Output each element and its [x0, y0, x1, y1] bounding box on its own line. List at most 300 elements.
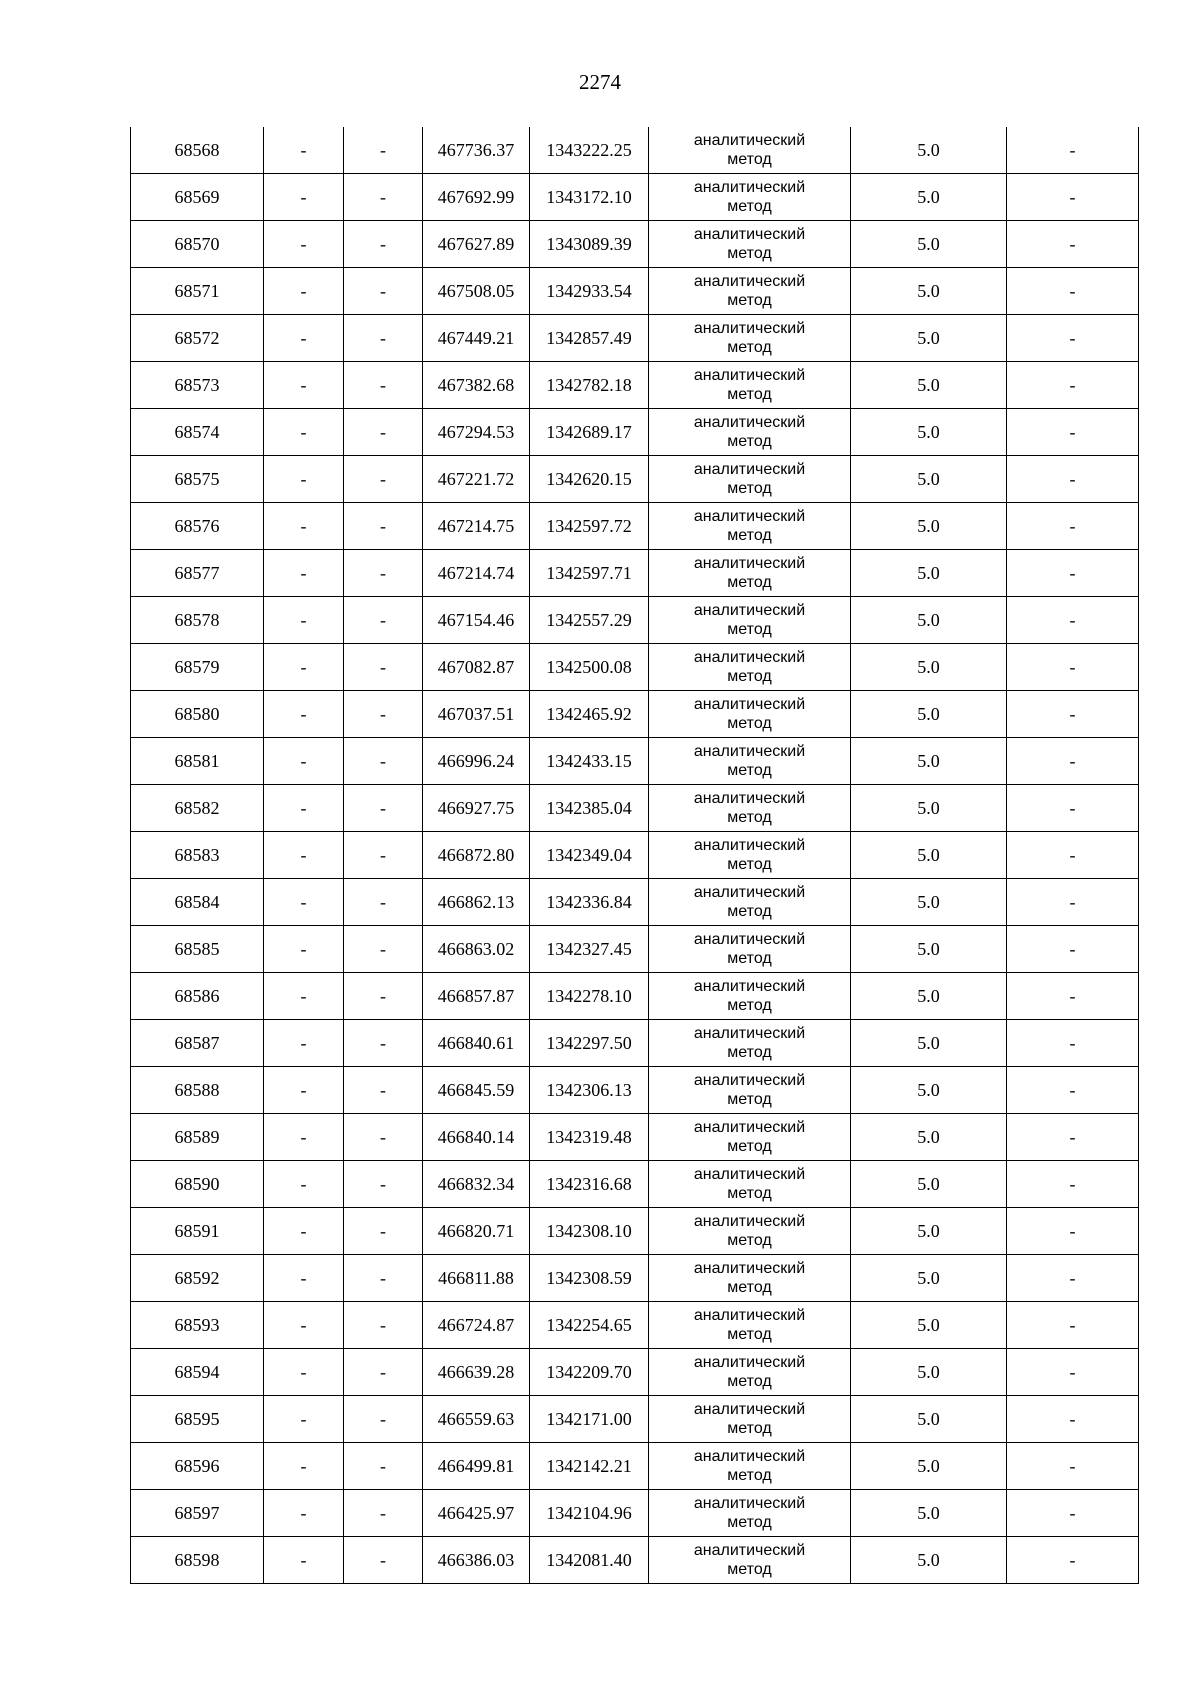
point-number-cell: 68568 — [131, 127, 264, 174]
method-cell — [649, 315, 851, 362]
empty-value-cell: - — [344, 832, 423, 879]
empty-value-cell: - — [344, 926, 423, 973]
table-row — [131, 1349, 1139, 1396]
x-coordinate-cell: 467449.21 — [423, 315, 530, 362]
coordinates-table — [130, 127, 1139, 1584]
method-line-2: метод — [727, 1420, 772, 1437]
table-row — [131, 1114, 1139, 1161]
method-cell — [649, 1114, 851, 1161]
empty-value-cell: - — [264, 409, 344, 456]
accuracy-cell: 5.0 — [851, 926, 1007, 973]
empty-value-cell: - — [264, 926, 344, 973]
method-line-2: метод — [727, 1044, 772, 1061]
method-line-1: аналитический — [693, 1495, 806, 1512]
x-coordinate-cell: 467154.46 — [423, 597, 530, 644]
empty-value-cell: - — [264, 644, 344, 691]
accuracy-cell: 5.0 — [851, 268, 1007, 315]
table-row — [131, 456, 1139, 503]
y-coordinate-cell: 1342336.84 — [530, 879, 649, 926]
x-coordinate-cell: 467221.72 — [423, 456, 530, 503]
method-line-2: метод — [727, 762, 772, 779]
x-coordinate-cell: 467294.53 — [423, 409, 530, 456]
method-line-1: аналитический — [693, 179, 806, 196]
note-cell: - — [1007, 1255, 1139, 1302]
table-row — [131, 1020, 1139, 1067]
method-line-2: метод — [727, 1232, 772, 1249]
y-coordinate-cell: 1342319.48 — [530, 1114, 649, 1161]
method-cell — [649, 973, 851, 1020]
accuracy-cell: 5.0 — [851, 691, 1007, 738]
y-coordinate-cell: 1342933.54 — [530, 268, 649, 315]
y-coordinate-cell: 1342308.10 — [530, 1208, 649, 1255]
empty-value-cell: - — [264, 174, 344, 221]
note-cell: - — [1007, 738, 1139, 785]
empty-value-cell: - — [344, 1396, 423, 1443]
method-cell — [649, 174, 851, 221]
method-cell — [649, 785, 851, 832]
table-row — [131, 503, 1139, 550]
empty-value-cell: - — [264, 1208, 344, 1255]
method-line-2: метод — [727, 527, 772, 544]
empty-value-cell: - — [264, 597, 344, 644]
empty-value-cell: - — [264, 1537, 344, 1584]
accuracy-cell: 5.0 — [851, 221, 1007, 268]
y-coordinate-cell: 1342171.00 — [530, 1396, 649, 1443]
y-coordinate-cell: 1342081.40 — [530, 1537, 649, 1584]
method-line-2: метод — [727, 1561, 772, 1578]
point-number-cell: 68570 — [131, 221, 264, 268]
x-coordinate-cell: 466872.80 — [423, 832, 530, 879]
point-number-cell: 68598 — [131, 1537, 264, 1584]
method-line-1: аналитический — [693, 1025, 806, 1042]
note-cell: - — [1007, 879, 1139, 926]
empty-value-cell: - — [264, 315, 344, 362]
point-number-cell: 68594 — [131, 1349, 264, 1396]
method-cell — [649, 503, 851, 550]
x-coordinate-cell: 466386.03 — [423, 1537, 530, 1584]
point-number-cell: 68571 — [131, 268, 264, 315]
method-line-2: метод — [727, 1373, 772, 1390]
method-line-2: метод — [727, 245, 772, 262]
method-line-1: аналитический — [693, 1119, 806, 1136]
table-row — [131, 315, 1139, 362]
y-coordinate-cell: 1342349.04 — [530, 832, 649, 879]
x-coordinate-cell: 466857.87 — [423, 973, 530, 1020]
method-cell — [649, 1255, 851, 1302]
table-row — [131, 973, 1139, 1020]
method-line-2: метод — [727, 1326, 772, 1343]
note-cell: - — [1007, 785, 1139, 832]
x-coordinate-cell: 466927.75 — [423, 785, 530, 832]
note-cell: - — [1007, 926, 1139, 973]
point-number-cell: 68587 — [131, 1020, 264, 1067]
y-coordinate-cell: 1342597.71 — [530, 550, 649, 597]
table-row — [131, 597, 1139, 644]
x-coordinate-cell: 467214.74 — [423, 550, 530, 597]
method-line-2: метод — [727, 1091, 772, 1108]
accuracy-cell: 5.0 — [851, 879, 1007, 926]
x-coordinate-cell: 466845.59 — [423, 1067, 530, 1114]
method-cell — [649, 644, 851, 691]
method-line-1: аналитический — [693, 226, 806, 243]
y-coordinate-cell: 1342782.18 — [530, 362, 649, 409]
method-line-1: аналитический — [693, 132, 806, 149]
point-number-cell: 68581 — [131, 738, 264, 785]
method-cell — [649, 832, 851, 879]
accuracy-cell: 5.0 — [851, 1020, 1007, 1067]
method-cell — [649, 221, 851, 268]
point-number-cell: 68573 — [131, 362, 264, 409]
method-cell — [649, 1161, 851, 1208]
point-number-cell: 68585 — [131, 926, 264, 973]
method-line-1: аналитический — [693, 461, 806, 478]
note-cell: - — [1007, 1537, 1139, 1584]
point-number-cell: 68579 — [131, 644, 264, 691]
empty-value-cell: - — [264, 456, 344, 503]
method-line-1: аналитический — [693, 837, 806, 854]
method-cell — [649, 1537, 851, 1584]
empty-value-cell: - — [264, 1490, 344, 1537]
method-line-2: метод — [727, 997, 772, 1014]
empty-value-cell: - — [264, 1114, 344, 1161]
method-line-1: аналитический — [693, 1448, 806, 1465]
table-row — [131, 1396, 1139, 1443]
accuracy-cell: 5.0 — [851, 785, 1007, 832]
empty-value-cell: - — [264, 832, 344, 879]
empty-value-cell: - — [344, 973, 423, 1020]
y-coordinate-cell: 1342597.72 — [530, 503, 649, 550]
accuracy-cell: 5.0 — [851, 550, 1007, 597]
point-number-cell: 68583 — [131, 832, 264, 879]
point-number-cell: 68569 — [131, 174, 264, 221]
empty-value-cell: - — [264, 127, 344, 174]
note-cell: - — [1007, 550, 1139, 597]
empty-value-cell: - — [344, 1349, 423, 1396]
point-number-cell: 68578 — [131, 597, 264, 644]
accuracy-cell: 5.0 — [851, 644, 1007, 691]
empty-value-cell: - — [344, 1490, 423, 1537]
point-number-cell: 68593 — [131, 1302, 264, 1349]
table-row — [131, 1208, 1139, 1255]
table-row — [131, 1302, 1139, 1349]
method-line-1: аналитический — [693, 1260, 806, 1277]
note-cell: - — [1007, 1067, 1139, 1114]
method-cell — [649, 550, 851, 597]
note-cell: - — [1007, 362, 1139, 409]
empty-value-cell: - — [264, 785, 344, 832]
empty-value-cell: - — [264, 1443, 344, 1490]
method-line-2: метод — [727, 480, 772, 497]
method-line-1: аналитический — [693, 367, 806, 384]
point-number-cell: 68595 — [131, 1396, 264, 1443]
accuracy-cell: 5.0 — [851, 1302, 1007, 1349]
method-line-2: метод — [727, 809, 772, 826]
table-row — [131, 738, 1139, 785]
x-coordinate-cell: 466832.34 — [423, 1161, 530, 1208]
x-coordinate-cell: 467382.68 — [423, 362, 530, 409]
method-line-1: аналитический — [693, 1307, 806, 1324]
empty-value-cell: - — [264, 879, 344, 926]
point-number-cell: 68588 — [131, 1067, 264, 1114]
x-coordinate-cell: 466820.71 — [423, 1208, 530, 1255]
empty-value-cell: - — [344, 879, 423, 926]
table-row — [131, 832, 1139, 879]
method-line-2: метод — [727, 198, 772, 215]
x-coordinate-cell: 466559.63 — [423, 1396, 530, 1443]
note-cell: - — [1007, 174, 1139, 221]
point-number-cell: 68580 — [131, 691, 264, 738]
x-coordinate-cell: 466996.24 — [423, 738, 530, 785]
y-coordinate-cell: 1342142.21 — [530, 1443, 649, 1490]
empty-value-cell: - — [344, 738, 423, 785]
empty-value-cell: - — [344, 221, 423, 268]
note-cell: - — [1007, 456, 1139, 503]
empty-value-cell: - — [344, 315, 423, 362]
empty-value-cell: - — [344, 1161, 423, 1208]
empty-value-cell: - — [344, 127, 423, 174]
y-coordinate-cell: 1342500.08 — [530, 644, 649, 691]
method-line-2: метод — [727, 1185, 772, 1202]
x-coordinate-cell: 466862.13 — [423, 879, 530, 926]
method-line-2: метод — [727, 903, 772, 920]
method-line-1: аналитический — [693, 555, 806, 572]
table-row — [131, 221, 1139, 268]
y-coordinate-cell: 1342465.92 — [530, 691, 649, 738]
method-line-2: метод — [727, 1279, 772, 1296]
table-row — [131, 127, 1139, 174]
empty-value-cell: - — [264, 1396, 344, 1443]
empty-value-cell: - — [264, 738, 344, 785]
accuracy-cell: 5.0 — [851, 1490, 1007, 1537]
x-coordinate-cell: 467508.05 — [423, 268, 530, 315]
point-number-cell: 68575 — [131, 456, 264, 503]
table-row — [131, 1067, 1139, 1114]
method-line-1: аналитический — [693, 743, 806, 760]
method-cell — [649, 1020, 851, 1067]
method-line-2: метод — [727, 621, 772, 638]
accuracy-cell: 5.0 — [851, 1396, 1007, 1443]
accuracy-cell: 5.0 — [851, 973, 1007, 1020]
method-line-2: метод — [727, 950, 772, 967]
point-number-cell: 68591 — [131, 1208, 264, 1255]
method-cell — [649, 738, 851, 785]
y-coordinate-cell: 1342327.45 — [530, 926, 649, 973]
table-row — [131, 362, 1139, 409]
x-coordinate-cell: 466425.97 — [423, 1490, 530, 1537]
x-coordinate-cell: 467214.75 — [423, 503, 530, 550]
y-coordinate-cell: 1342209.70 — [530, 1349, 649, 1396]
point-number-cell: 68592 — [131, 1255, 264, 1302]
empty-value-cell: - — [264, 1302, 344, 1349]
table-row — [131, 268, 1139, 315]
note-cell: - — [1007, 127, 1139, 174]
x-coordinate-cell: 467082.87 — [423, 644, 530, 691]
method-line-1: аналитический — [693, 649, 806, 666]
table-row — [131, 1161, 1139, 1208]
empty-value-cell: - — [344, 785, 423, 832]
empty-value-cell: - — [344, 1114, 423, 1161]
method-line-2: метод — [727, 1138, 772, 1155]
accuracy-cell: 5.0 — [851, 503, 1007, 550]
y-coordinate-cell: 1342620.15 — [530, 456, 649, 503]
empty-value-cell: - — [344, 550, 423, 597]
table-row — [131, 1537, 1139, 1584]
empty-value-cell: - — [264, 221, 344, 268]
accuracy-cell: 5.0 — [851, 127, 1007, 174]
method-line-2: метод — [727, 151, 772, 168]
x-coordinate-cell: 466724.87 — [423, 1302, 530, 1349]
empty-value-cell: - — [264, 550, 344, 597]
accuracy-cell: 5.0 — [851, 1443, 1007, 1490]
empty-value-cell: - — [264, 362, 344, 409]
note-cell: - — [1007, 1490, 1139, 1537]
table-row — [131, 926, 1139, 973]
method-cell — [649, 1349, 851, 1396]
y-coordinate-cell: 1342254.65 — [530, 1302, 649, 1349]
accuracy-cell: 5.0 — [851, 1114, 1007, 1161]
method-line-2: метод — [727, 1514, 772, 1531]
note-cell: - — [1007, 1443, 1139, 1490]
accuracy-cell: 5.0 — [851, 832, 1007, 879]
y-coordinate-cell: 1342385.04 — [530, 785, 649, 832]
table-row — [131, 409, 1139, 456]
note-cell: - — [1007, 1396, 1139, 1443]
table-row — [131, 1490, 1139, 1537]
method-line-1: аналитический — [693, 1166, 806, 1183]
empty-value-cell: - — [264, 1161, 344, 1208]
empty-value-cell: - — [344, 268, 423, 315]
method-line-1: аналитический — [693, 508, 806, 525]
empty-value-cell: - — [264, 1020, 344, 1067]
method-line-1: аналитический — [693, 1542, 806, 1559]
empty-value-cell: - — [344, 1537, 423, 1584]
y-coordinate-cell: 1342104.96 — [530, 1490, 649, 1537]
note-cell: - — [1007, 1302, 1139, 1349]
method-cell — [649, 691, 851, 738]
method-cell — [649, 1067, 851, 1114]
x-coordinate-cell: 466639.28 — [423, 1349, 530, 1396]
table-row — [131, 785, 1139, 832]
x-coordinate-cell: 466863.02 — [423, 926, 530, 973]
method-cell — [649, 362, 851, 409]
note-cell: - — [1007, 691, 1139, 738]
y-coordinate-cell: 1342857.49 — [530, 315, 649, 362]
note-cell: - — [1007, 1020, 1139, 1067]
empty-value-cell: - — [344, 362, 423, 409]
table-row — [131, 691, 1139, 738]
empty-value-cell: - — [344, 409, 423, 456]
method-line-1: аналитический — [693, 790, 806, 807]
accuracy-cell: 5.0 — [851, 597, 1007, 644]
method-line-1: аналитический — [693, 1072, 806, 1089]
point-number-cell: 68576 — [131, 503, 264, 550]
method-cell — [649, 456, 851, 503]
method-cell — [649, 268, 851, 315]
table-row — [131, 879, 1139, 926]
note-cell: - — [1007, 1161, 1139, 1208]
point-number-cell: 68590 — [131, 1161, 264, 1208]
accuracy-cell: 5.0 — [851, 315, 1007, 362]
accuracy-cell: 5.0 — [851, 1067, 1007, 1114]
point-number-cell: 68577 — [131, 550, 264, 597]
method-cell — [649, 127, 851, 174]
table-row — [131, 1255, 1139, 1302]
empty-value-cell: - — [264, 268, 344, 315]
y-coordinate-cell: 1342306.13 — [530, 1067, 649, 1114]
accuracy-cell: 5.0 — [851, 174, 1007, 221]
note-cell: - — [1007, 832, 1139, 879]
page-number: 2274 — [579, 70, 621, 94]
y-coordinate-cell: 1342433.15 — [530, 738, 649, 785]
x-coordinate-cell: 466840.14 — [423, 1114, 530, 1161]
point-number-cell: 68572 — [131, 315, 264, 362]
note-cell: - — [1007, 1114, 1139, 1161]
method-line-2: метод — [727, 856, 772, 873]
empty-value-cell: - — [344, 1302, 423, 1349]
x-coordinate-cell: 466499.81 — [423, 1443, 530, 1490]
y-coordinate-cell: 1343222.25 — [530, 127, 649, 174]
method-cell — [649, 409, 851, 456]
method-line-1: аналитический — [693, 320, 806, 337]
empty-value-cell: - — [264, 503, 344, 550]
method-line-2: метод — [727, 339, 772, 356]
y-coordinate-cell: 1343172.10 — [530, 174, 649, 221]
note-cell: - — [1007, 973, 1139, 1020]
accuracy-cell: 5.0 — [851, 738, 1007, 785]
table-row — [131, 1443, 1139, 1490]
method-line-2: метод — [727, 715, 772, 732]
empty-value-cell: - — [264, 1349, 344, 1396]
method-cell — [649, 879, 851, 926]
x-coordinate-cell: 467692.99 — [423, 174, 530, 221]
method-cell — [649, 926, 851, 973]
method-line-1: аналитический — [693, 931, 806, 948]
accuracy-cell: 5.0 — [851, 456, 1007, 503]
method-line-1: аналитический — [693, 884, 806, 901]
accuracy-cell: 5.0 — [851, 1255, 1007, 1302]
y-coordinate-cell: 1342278.10 — [530, 973, 649, 1020]
empty-value-cell: - — [264, 973, 344, 1020]
method-line-1: аналитический — [693, 414, 806, 431]
method-line-1: аналитический — [693, 1354, 806, 1371]
point-number-cell: 68586 — [131, 973, 264, 1020]
point-number-cell: 68584 — [131, 879, 264, 926]
empty-value-cell: - — [344, 1020, 423, 1067]
note-cell: - — [1007, 1349, 1139, 1396]
empty-value-cell: - — [344, 597, 423, 644]
method-line-1: аналитический — [693, 978, 806, 995]
empty-value-cell: - — [264, 691, 344, 738]
accuracy-cell: 5.0 — [851, 1349, 1007, 1396]
accuracy-cell: 5.0 — [851, 362, 1007, 409]
x-coordinate-cell: 467736.37 — [423, 127, 530, 174]
y-coordinate-cell: 1342308.59 — [530, 1255, 649, 1302]
x-coordinate-cell: 467037.51 — [423, 691, 530, 738]
y-coordinate-cell: 1342297.50 — [530, 1020, 649, 1067]
point-number-cell: 68582 — [131, 785, 264, 832]
note-cell: - — [1007, 597, 1139, 644]
note-cell: - — [1007, 409, 1139, 456]
method-line-1: аналитический — [693, 602, 806, 619]
table-row — [131, 550, 1139, 597]
method-line-2: метод — [727, 1467, 772, 1484]
table-row — [131, 644, 1139, 691]
point-number-cell: 68574 — [131, 409, 264, 456]
x-coordinate-cell: 467627.89 — [423, 221, 530, 268]
method-cell — [649, 1396, 851, 1443]
note-cell: - — [1007, 503, 1139, 550]
empty-value-cell: - — [344, 691, 423, 738]
